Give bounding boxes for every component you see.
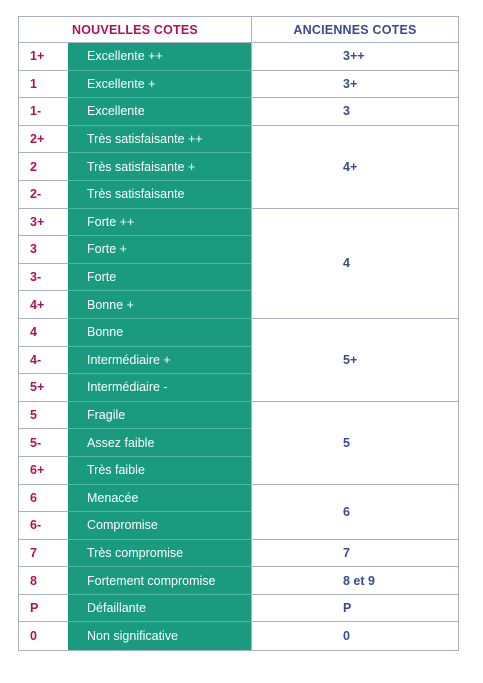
old-rating-value: 3 <box>251 98 458 126</box>
new-rating-code: 5- <box>19 429 68 457</box>
new-rating-code: 4- <box>19 347 68 375</box>
new-rating-code: 5 <box>19 402 68 430</box>
old-rating-value: 3++ <box>251 43 458 71</box>
new-rating-label: Forte <box>68 264 251 292</box>
new-rating-label: Bonne + <box>68 291 251 319</box>
header-new-ratings: NOUVELLES COTES <box>19 17 251 43</box>
new-rating-code: 4+ <box>19 291 68 319</box>
new-rating-code: 1+ <box>19 43 68 71</box>
old-rating-value: 5+ <box>251 319 458 402</box>
new-rating-code: 6- <box>19 512 68 540</box>
old-rating-value: P <box>251 595 458 623</box>
new-rating-label: Compromise <box>68 512 251 540</box>
new-rating-label: Très satisfaisante <box>68 181 251 209</box>
old-rating-value: 5 <box>251 402 458 485</box>
new-rating-code: 4 <box>19 319 68 347</box>
new-rating-code: 7 <box>19 540 68 568</box>
new-rating-label: Forte + <box>68 236 251 264</box>
new-rating-code: 6+ <box>19 457 68 485</box>
new-rating-label: Intermédiaire - <box>68 374 251 402</box>
new-rating-code: 2- <box>19 181 68 209</box>
old-rating-value: 6 <box>251 485 458 540</box>
new-rating-label: Menacée <box>68 485 251 513</box>
new-rating-label: Fragile <box>68 402 251 430</box>
new-rating-code: P <box>19 595 68 623</box>
new-rating-code: 2+ <box>19 126 68 154</box>
new-rating-label: Défaillante <box>68 595 251 623</box>
rating-table <box>18 16 459 651</box>
old-rating-value: 8 et 9 <box>251 567 458 595</box>
new-rating-code: 2 <box>19 153 68 181</box>
new-rating-label: Très faible <box>68 457 251 485</box>
new-rating-label: Fortement compromise <box>68 567 251 595</box>
old-rating-value: 7 <box>251 540 458 568</box>
new-rating-label: Intermédiaire + <box>68 347 251 375</box>
new-rating-label: Très satisfaisante ++ <box>68 126 251 154</box>
new-rating-label: Excellente ++ <box>68 43 251 71</box>
new-rating-label: Excellente + <box>68 71 251 99</box>
new-rating-code: 0 <box>30 629 37 644</box>
new-rating-code: 3+ <box>19 209 68 237</box>
old-rating-value: 4 <box>251 209 458 319</box>
new-rating-label: Non significative <box>68 622 251 650</box>
new-rating-code: 5+ <box>19 374 68 402</box>
new-rating-label: Forte ++ <box>68 209 251 237</box>
old-rating-value: 4+ <box>251 126 458 209</box>
new-rating-label: Assez faible <box>68 429 251 457</box>
new-rating-label: Très satisfaisante + <box>68 153 251 181</box>
old-rating-value: 0 <box>251 622 458 650</box>
new-rating-code: 6 <box>19 485 68 513</box>
new-rating-code: 1- <box>19 98 68 126</box>
new-rating-label: Bonne <box>68 319 251 347</box>
new-rating-code: 1 <box>19 71 68 99</box>
new-rating-label: Excellente <box>68 98 251 126</box>
old-rating-value: 3+ <box>251 71 458 99</box>
header-old-ratings: ANCIENNES COTES <box>251 17 458 43</box>
new-rating-code: 8 <box>19 567 68 595</box>
new-rating-code: 3 <box>19 236 68 264</box>
new-rating-code: 3- <box>19 264 68 292</box>
new-rating-label: Très compromise <box>68 540 251 568</box>
